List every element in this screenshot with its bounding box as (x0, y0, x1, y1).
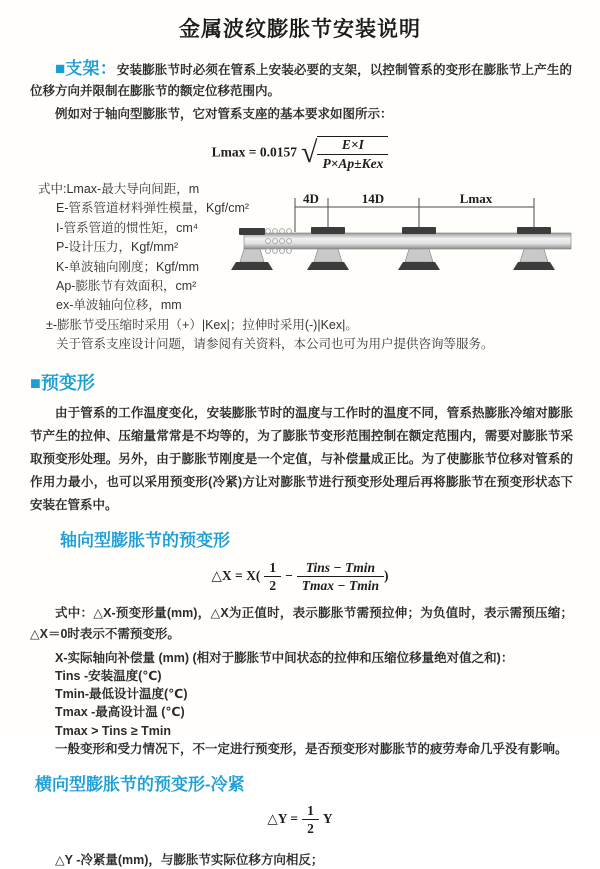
support-section-label: ■支架： (55, 59, 117, 78)
dimension-label-lmax: Lmax (459, 191, 493, 206)
formula-dx-lhs: △X = X( (211, 567, 261, 583)
formula-lmax-denominator: P×Ap±Kex (322, 155, 384, 171)
formula-delta-y (0, 803, 600, 837)
predeform-paragraph: 由于管系的工作温度变化，安装膨胀节时的温度与工作时的温度不同，管系热膨胀冷缩对膨胀节产生的拉伸、压缩量常常是不均等的，为了膨胀节变形范围控制在额定范围内，需要对膨胀节采取预变形处理。另外，由于膨胀节刚度是一个定值，与补偿量成正比。为了使膨胀节位移对管系的作用力最小，也可以采用预变形(冷紧)方让对膨胀节进行预变形处理后再将膨胀节在预变形状态下安装在管系中。 (30, 405, 573, 512)
formula-lmax-lhs: Lmax = 0.0157 (211, 144, 297, 160)
variable-line: 式中:Lmax-最大导向间距，m (38, 182, 200, 197)
variable-line: ex-单波轴向位移，mm (56, 298, 182, 313)
formula-dy-rhs: Y (322, 811, 333, 827)
axial-item: 一般变形和受力情况下，不一定进行预变形，是否预变形对膨胀节的疲劳寿命几乎没有影响。 (55, 741, 568, 756)
page-title: 金属波纹膨胀节安装说明 (179, 18, 421, 41)
axial-definition-list (55, 649, 573, 758)
pipe (244, 233, 571, 249)
predeform-heading: ■预变形 (30, 372, 95, 393)
support-example-line: 例如对于轴向型膨胀节，它对管系支座的基本要求如图所示： (55, 107, 393, 121)
support-paragraph (30, 58, 572, 102)
formula-dx-rhs: ) (383, 567, 389, 583)
formula-dx-half: $\frac{1}{2}$ (264, 560, 281, 594)
pipe-support-diagram (238, 190, 600, 290)
lateral-note-line: △Y -冷紧量(mm)，与膨胀节实际位移方向相反； (55, 852, 324, 867)
support-intro-text: 安装膨胀节时必须在管系上安装必要的支架，以控制管系的变形在膨胀节上产生的位移方向并限制在膨胀节的额定位移范围内。 (30, 63, 572, 98)
axial-item: Tmax > Tins ≥ Tmin (55, 723, 172, 738)
dimension-line (295, 198, 534, 232)
radical-sign: √ (301, 135, 318, 169)
formula-lmax-numerator: E×I (317, 137, 388, 155)
dimension-label-4d: 4D (303, 191, 319, 206)
axial-item: Tmin-最低设计温度(℃) (55, 687, 188, 702)
axial-item: X-实际轴向补偿量 (mm) (相对于膨胀节中间状态的拉伸和压缩位移量绝对值之和)： (55, 650, 514, 665)
formula-dy-lhs: △Y = (267, 811, 299, 827)
variable-line: E-管系管道材料弹性模量，Kgf/cm² (56, 201, 250, 216)
formula-dx-operator: − (285, 567, 293, 583)
variable-line: ±-膨胀节受压缩时采用（+）|Kex|；拉伸时采用(-)|Kex|。 (46, 317, 358, 332)
axial-heading: 轴向型膨胀节的预变形 (60, 530, 230, 550)
axial-item: Tins -安装温度(℃) (55, 668, 162, 683)
variable-line: I-管系管道的惯性矩，cm⁴ (56, 220, 199, 235)
support-note-line: 关于管系支座设计问题，请参阅有关资料，本公司也可为用户提供咨询等服务。 (56, 337, 494, 352)
dimension-label-14d: 14D (361, 191, 385, 206)
formula-dy-half: $\frac{1}{2}$ (302, 803, 319, 837)
formula-delta-x (0, 560, 600, 594)
variable-line: K-单波轴向刚度；Kgf/mm (56, 259, 200, 274)
formula-lmax-fraction (317, 136, 388, 171)
formula-lmax (0, 136, 600, 171)
formula-dx-temp-fraction: $\frac{\text{Tins − Tmin}}{Tmax - Tmin}$ (297, 560, 384, 594)
axial-explain-paragraph: 式中：△X-预变形量(mm)，△X为正值时，表示膨胀节需预拉伸；为负值时，表示需预压缩；△X＝0时表示不需预变形。 (30, 605, 573, 641)
variable-line: P-设计压力，Kgf/mm² (56, 240, 179, 255)
lateral-heading: 横向型膨胀节的预变形-冷紧 (35, 774, 245, 794)
axial-item: Tmax -最高设计温 (℃) (55, 705, 185, 720)
variable-line: Ap-膨胀节有效面积，cm² (56, 279, 197, 294)
